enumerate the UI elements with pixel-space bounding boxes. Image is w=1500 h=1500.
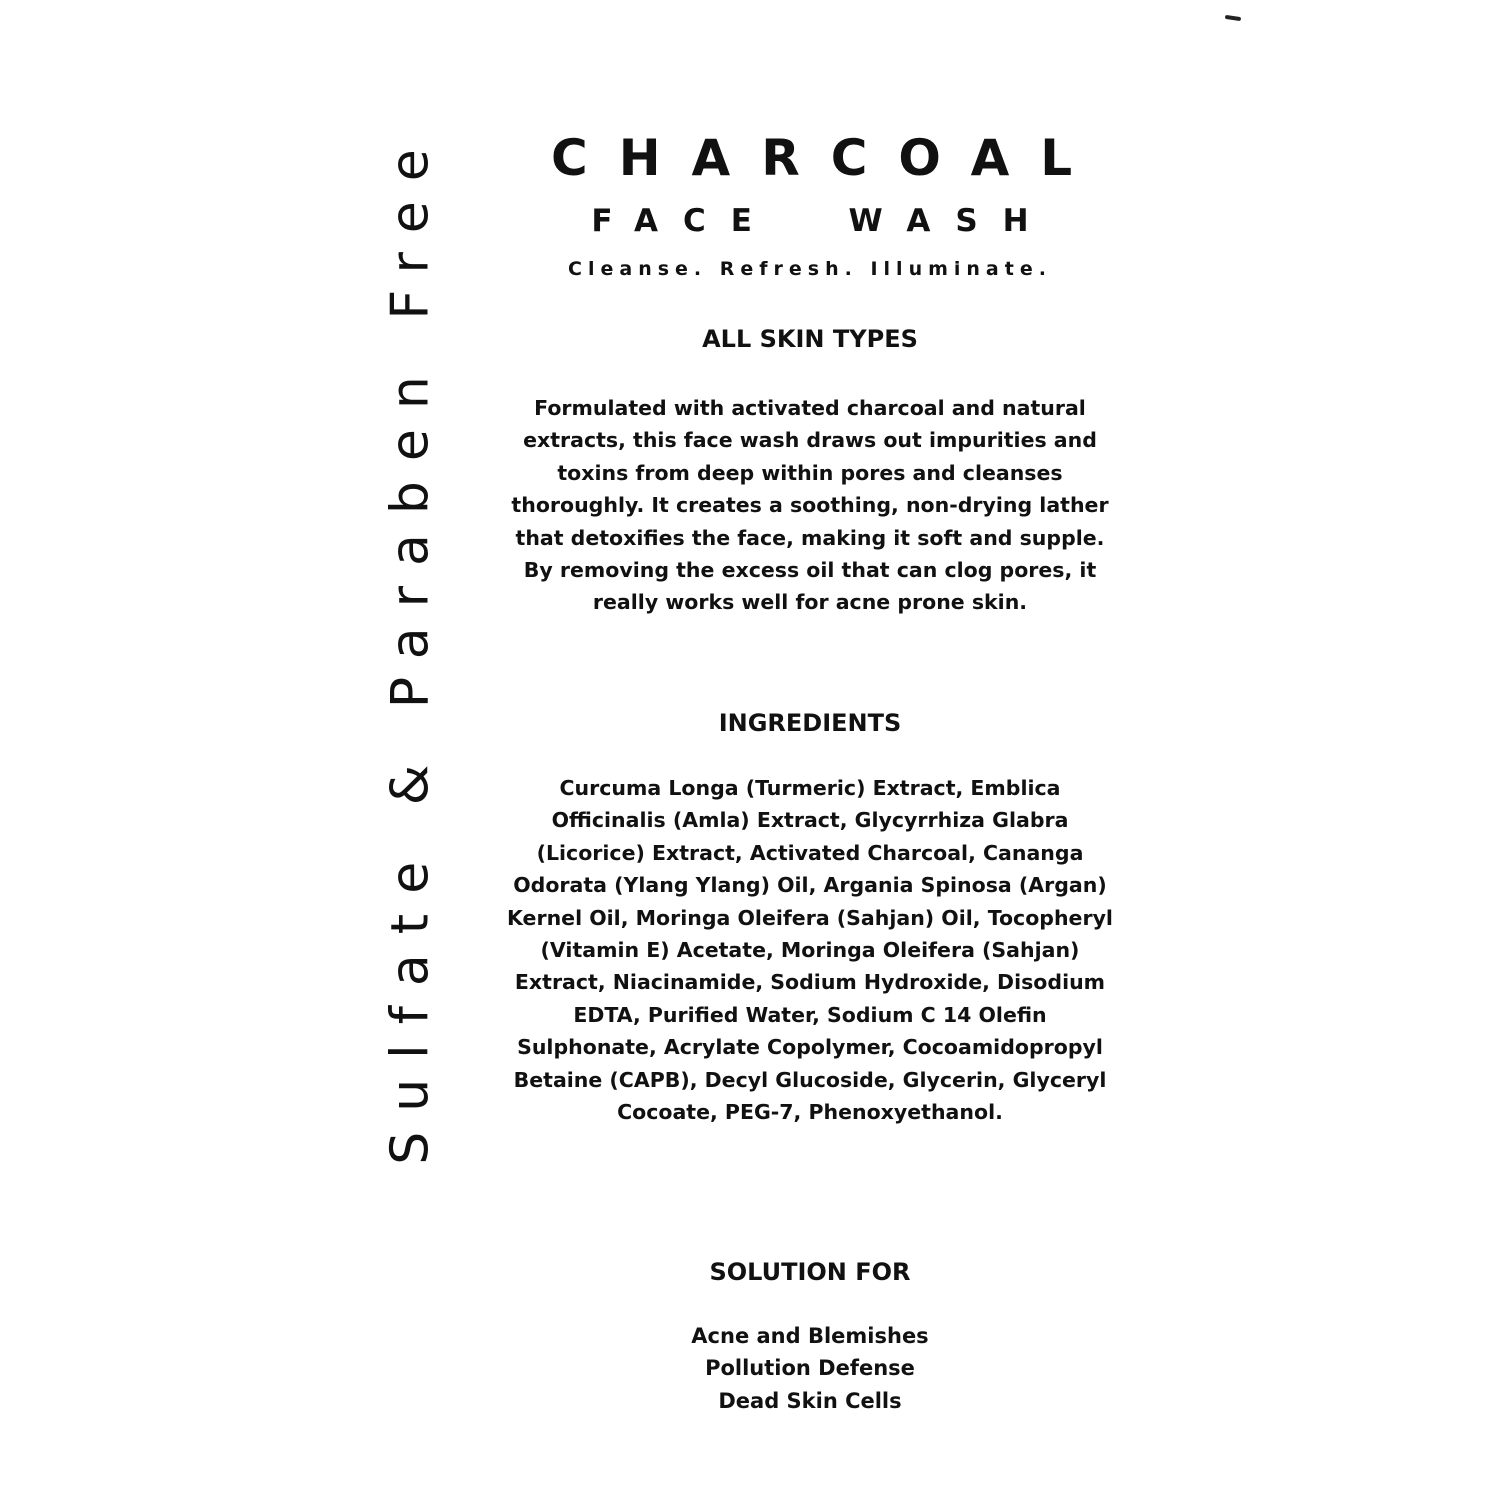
corner-mark: [1225, 15, 1241, 21]
product-title: CHARCOAL: [551, 129, 1104, 187]
side-label: Sulfate & Paraben Free: [380, 129, 441, 1165]
ingredients-paragraph: Curcuma Longa (Turmeric) Extract, Emblica Officinalis (Amla) Extract, Glycyrrhiza Glabra (Licorice) Extract, Activated Charcoal, Cananga Odorata (Ylang Ylang) Oil, Argania Spinosa (Argan) Kernel Oil, Moringa Oleifera (Sahjan) Oil, Tocopheryl (Vitamin E) Acetate, Moringa Oleifera (Sahjan) Extract, Niacinamide, Sodium Hydroxide, Disodium EDTA, Purified Water, Sodium C 14 Olefin Sulphonate, Acrylate Copolymer, Cocoamidopropyl Betaine (CAPB), Decyl Glucoside, Glycerin, Glyceryl Cocoate, PEG-7, Phenoxyethanol.: [507, 776, 1113, 1125]
side-label-container: [380, 125, 440, 1170]
list-item: Acne and Blemishes: [691, 1324, 929, 1348]
product-tagline: Cleanse. Refresh. Illuminate.: [568, 258, 1052, 280]
skin-types-heading: ALL SKIN TYPES: [702, 325, 918, 353]
product-subtitle: FACE WASH: [591, 203, 1054, 239]
ingredients-heading: INGREDIENTS: [718, 709, 902, 737]
list-item: Pollution Defense: [705, 1356, 915, 1381]
solution-list: [520, 1320, 1100, 1417]
solution-heading: SOLUTION FOR: [709, 1258, 911, 1286]
description-paragraph: Formulated with activated charcoal and natural extracts, this face wash draws out impurities and toxins from deep within pores and cleanses thoroughly. It creates a soothing, non-drying lather that detoxifies the face, making it soft and supple. By removing the excess oil that can clog pores, it really works well for acne prone skin.: [511, 396, 1109, 615]
list-item: Dead Skin Cells: [718, 1388, 902, 1413]
